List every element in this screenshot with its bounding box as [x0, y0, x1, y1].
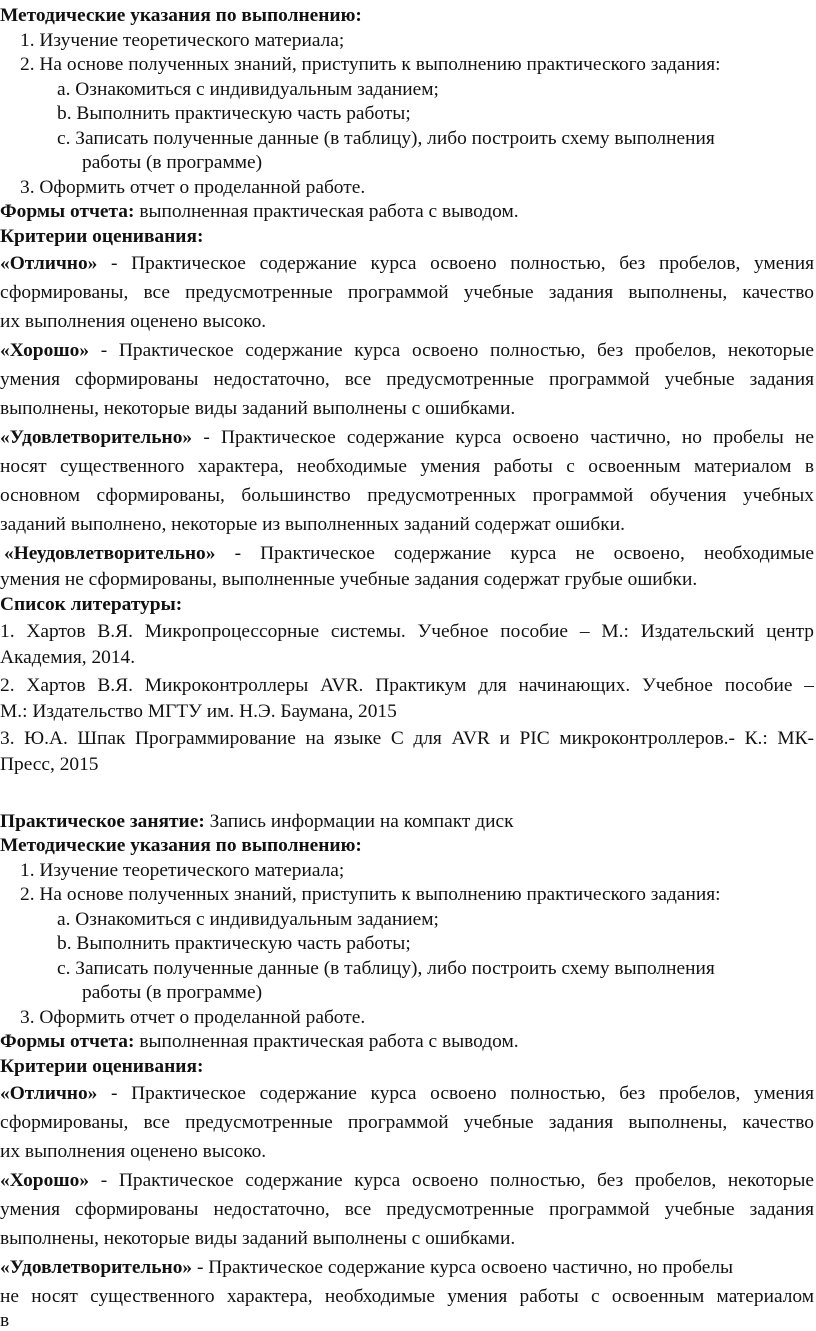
- grade-excellent-line-2: сформированы, все предусмотренные программой учебные задания выполнены, качество: [0, 282, 814, 303]
- grade-good-2-line-1: [0, 1166, 816, 1195]
- grade-satisfactory-2-line-1: [0, 1253, 816, 1282]
- grade-good-label-2: «Хорошо»: [0, 1170, 90, 1191]
- grade-excellent-label: «Отлично»: [0, 253, 98, 274]
- grade-satisfactory-2-line-3: в: [0, 1311, 10, 1331]
- substep-b-2: b. Выполнить практическую часть работы;: [57, 933, 411, 954]
- substep-c-2: c. Записать полученные данные (в таблицу), либо построить схему выполнения: [57, 957, 715, 979]
- grade-unsatisfactory-line-1: [0, 539, 816, 568]
- step-2-2: 2. На основе полученных знаний, приступить к выполнению практического задания:: [20, 884, 721, 905]
- grade-good-text-2: - Практическое содержание курса освоено полностью, без пробелов, некоторые: [89, 1170, 814, 1191]
- grade-excellent-2-line-1: [0, 1079, 816, 1108]
- criteria-title-2: Критерии оценивания:: [0, 1055, 204, 1077]
- grade-excellent-line-3: их выполнения оценено высоко.: [0, 311, 267, 332]
- grade-satisfactory-label: «Удовлетворительно»: [0, 427, 193, 448]
- literature-line-3: 2. Хартов В.Я. Микроконтроллеры AVR. Практикум для начинающих. Учебное пособие –: [0, 674, 814, 696]
- substep-b: b. Выполнить практическую часть работы;: [57, 103, 411, 124]
- report-form-label: Формы отчета:: [0, 201, 135, 222]
- practical-lesson-label: Практическое занятие:: [0, 810, 205, 832]
- substep-c-continued: работы (в программе): [82, 152, 263, 173]
- grade-unsatisfactory-text: - Практическое содержание курса не освоено, необходимые: [215, 543, 814, 564]
- grade-excellent-text-2: - Практическое содержание курса освоено полностью, без пробелов, умения: [97, 1083, 814, 1104]
- grade-good-2-line-2: умения сформированы недостаточно, все предусмотренные программой учебные задания: [0, 1199, 814, 1220]
- substep-a: a. Ознакомиться с индивидуальным заданием;: [57, 78, 439, 100]
- substep-a-2: a. Ознакомиться с индивидуальным заданием;: [57, 908, 439, 930]
- report-form-label-2: Формы отчета:: [0, 1031, 135, 1052]
- step-2: 2. На основе полученных знаний, приступить к выполнению практического задания:: [20, 54, 721, 75]
- report-form-text-2: выполненная практическая работа с выводом.: [134, 1031, 519, 1052]
- substep-c-continued-2: работы (в программе): [82, 982, 263, 1003]
- literature-line-1: 1. Хартов В.Я. Микропроцессорные системы. Учебное пособие – М.: Издательский центр: [0, 621, 814, 642]
- grade-excellent-label-2: «Отлично»: [0, 1083, 98, 1104]
- criteria-title: Критерии оценивания:: [0, 225, 204, 247]
- grade-satisfactory-label-2: «Удовлетворительно»: [0, 1257, 193, 1278]
- grade-satisfactory-text: - Практическое содержание курса освоено частично, но пробелы не: [192, 427, 814, 448]
- grade-satisfactory-line-4: заданий выполнено, некоторые из выполненных заданий содержат ошибки.: [0, 514, 625, 535]
- literature-title: Список литературы:: [0, 593, 183, 615]
- practical-lesson-topic: Запись информации на компакт диск: [204, 810, 514, 832]
- grade-good-line-3: выполнены, некоторые виды заданий выполнены с ошибками.: [0, 398, 516, 419]
- grade-excellent-2-line-2: сформированы, все предусмотренные программой учебные задания выполнены, качество: [0, 1112, 814, 1133]
- grade-satisfactory-text-2: - Практическое содержание курса освоено частично, но пробелы: [192, 1257, 734, 1278]
- grade-excellent-2-line-3: их выполнения оценено высоко.: [0, 1141, 267, 1162]
- step-1: 1. Изучение теоретического материала;: [20, 29, 345, 51]
- report-form-line: [0, 200, 816, 225]
- literature-line-4: М.: Издательство МГТУ им. Н.Э. Баумана, 2015: [0, 700, 397, 722]
- report-form-line-2: [0, 1030, 816, 1055]
- grade-unsatisfactory-line-2: умения не сформированы, выполненные учебные задания содержат грубые ошибки.: [0, 569, 698, 590]
- grade-good-line-2: умения сформированы недостаточно, все предусмотренные программой учебные задания: [0, 369, 814, 390]
- step-3-2: 3. Оформить отчет о проделанной работе.: [20, 1006, 366, 1028]
- step-3: 3. Оформить отчет о проделанной работе.: [20, 176, 366, 198]
- grade-excellent-text: - Практическое содержание курса освоено полностью, без пробелов, умения: [97, 253, 814, 274]
- literature-line-2: Академия, 2014.: [0, 647, 136, 668]
- grade-excellent-line-1: [0, 249, 816, 278]
- section-gap: [0, 778, 816, 810]
- grade-good-line-1: [0, 336, 816, 365]
- report-form-text: выполненная практическая работа с выводом.: [134, 201, 519, 222]
- grade-satisfactory-line-3: основном сформированы, большинство предусмотренных программой обучения учебных: [0, 485, 814, 506]
- substep-c: c. Записать полученные данные (в таблицу), либо построить схему выполнения: [57, 127, 715, 149]
- practical-lesson-line: [0, 810, 816, 835]
- grade-satisfactory-line-2: носят существенного характера, необходимые умения работы с освоенным материалом в: [0, 456, 814, 477]
- step-1-2: 1. Изучение теоретического материала;: [20, 859, 345, 881]
- method-title-2: Методические указания по выполнению:: [0, 835, 362, 856]
- grade-satisfactory-line-1: [0, 423, 816, 452]
- grade-satisfactory-2-line-2: не носят существенного характера, необходимые умения работы с освоенным материалом: [0, 1286, 814, 1307]
- literature-line-5: 3. Ю.А. Шпак Программирование на языке C для AVR и PIC микроконтроллеров.- К.: МК-: [0, 728, 814, 749]
- grade-good-label: «Хорошо»: [0, 340, 90, 361]
- grade-unsatisfactory-label: «Неудовлетворительно»: [4, 543, 216, 564]
- method-title: Методические указания по выполнению:: [0, 5, 362, 26]
- grade-good-2-line-3: выполнены, некоторые виды заданий выполнены с ошибками.: [0, 1228, 516, 1249]
- grade-good-text: - Практическое содержание курса освоено полностью, без пробелов, некоторые: [89, 340, 814, 361]
- literature-line-6: Пресс, 2015: [0, 754, 99, 775]
